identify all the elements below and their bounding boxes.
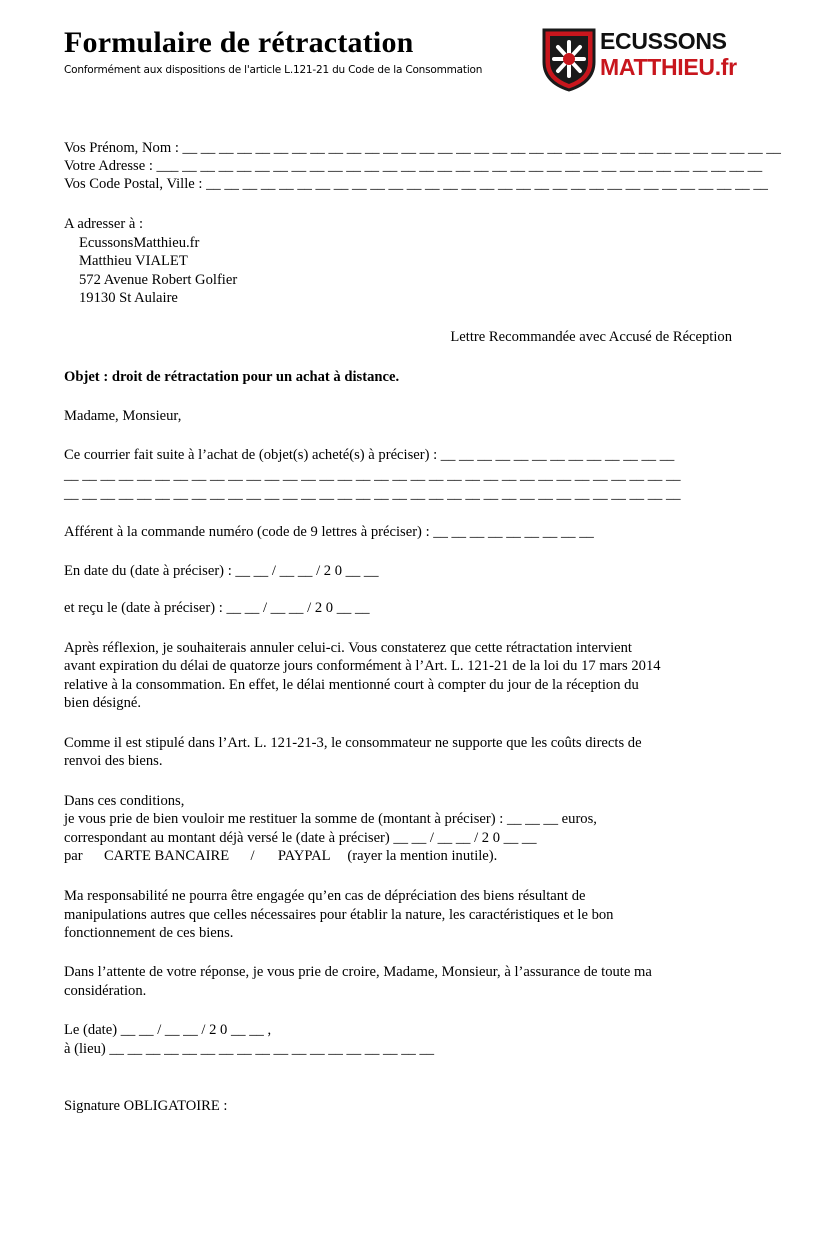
refund-amount-line: je vous prie de bien vouloir me restituer la somme de (montant à préciser) : __ __ __ euros,: [64, 811, 597, 827]
payment-prefix: par: [64, 848, 83, 864]
payment-method-line: [64, 847, 497, 865]
closing-paragraph-line: considération.: [64, 983, 147, 999]
purchase-blank-line: __ __ __ __ __ __ __ __ __ __ __ __ __ __ __ __ __ __ __ __ __ __ __ __ __ __ __ __ __ __ __ __ __ __: [64, 486, 681, 502]
signature-label: Signature OBLIGATOIRE :: [64, 1098, 228, 1114]
name-field-line: Vos Prénom, Nom : __ __ __ __ __ __ __ __ __ __ __ __ __ __ __ __ __ __ __ __ __ __ __ __ __ __ __ __ __ __ __ __ __: [64, 140, 781, 156]
refund-intro: Dans ces conditions,: [64, 793, 185, 809]
order-number-line: Afférent à la commande numéro (code de 9 lettres à préciser) : __ __ __ __ __ __ __ __ __: [64, 524, 594, 540]
recipient-line: Matthieu VIALET: [79, 253, 188, 269]
purchase-blank-line: __ __ __ __ __ __ __ __ __ __ __ __ __ __ __ __ __ __ __ __ __ __ __ __ __ __ __ __ __ __ __ __ __ __: [64, 467, 681, 483]
reflection-paragraph-line: avant expiration du délai de quatorze jours conformément à l’Art. L. 121-21 de la loi du 17 mars 2014: [64, 658, 661, 674]
liability-paragraph-line: manipulations autres que celles nécessaires pour établir la nature, les caractéristiques et le bon: [64, 907, 614, 923]
logo-text-line2: MATTHIEU.fr: [600, 54, 737, 80]
payment-note: (rayer la mention inutile).: [347, 848, 498, 864]
closing-paragraph-line: Dans l’attente de votre réponse, je vous prie de croire, Madame, Monsieur, à l’assurance de toute ma: [64, 964, 652, 980]
signature-place-line: à (lieu) __ __ __ __ __ __ __ __ __ __ __ __ __ __ __ __ __ __: [64, 1041, 435, 1057]
page-subtitle: Conformément aux dispositions de l'article L.121-21 du Code de la Consommation: [64, 64, 483, 76]
reflection-paragraph-line: relative à la consommation. En effet, le délai mentionné court à compter du jour de la réception du: [64, 677, 639, 693]
shield-logo-icon: [540, 24, 598, 92]
liability-paragraph-line: Ma responsabilité ne pourra être engagée qu’en cas de dépréciation des biens résultant de: [64, 888, 586, 904]
page-title: Formulaire de rétractation: [64, 26, 414, 59]
recipient-line: 19130 St Aulaire: [79, 290, 178, 306]
signature-date-line: Le (date) __ __ / __ __ / 2 0 __ __ ,: [64, 1022, 272, 1038]
payment-paypal-option: PAYPAL: [277, 848, 331, 864]
received-date-line: et reçu le (date à préciser) : __ __ / __ __ / 2 0 __ __: [64, 600, 370, 616]
recipient-label: A adresser à :: [64, 216, 144, 232]
refund-date-line: correspondant au montant déjà versé le (date à préciser) __ __ / __ __ / 2 0 __ __: [64, 830, 537, 846]
city-field-line: Vos Code Postal, Ville : __ __ __ __ __ __ __ __ __ __ __ __ __ __ __ __ __ __ __ __ __ __ __ __ __ __ __ __ __ __ __: [64, 176, 768, 192]
subject-line: Objet : droit de rétractation pour un achat à distance.: [64, 369, 400, 385]
reflection-paragraph-line: Après réflexion, je souhaiterais annuler celui-ci. Vous constaterez que cette rétractation intervient: [64, 640, 632, 656]
liability-paragraph-line: fonctionnement de ces biens.: [64, 925, 234, 941]
recipient-line: EcussonsMatthieu.fr: [79, 235, 200, 251]
costs-paragraph-line: renvoi des biens.: [64, 753, 163, 769]
salutation: Madame, Monsieur,: [64, 408, 182, 424]
logo-text-line1: ECUSSONS: [600, 28, 727, 54]
purchase-line: Ce courrier fait suite à l’achat de (objet(s) acheté(s) à préciser) : __ __ __ __ __ __ __ __ __ __ __ __ __: [64, 447, 675, 463]
payment-separator: /: [250, 848, 255, 864]
brand-logo: [540, 24, 760, 94]
address-field-line: Votre Adresse : ___ __ __ __ __ __ __ __ __ __ __ __ __ __ __ __ __ __ __ __ __ __ __ __ __ __ __ __ __ __ __ __ __: [64, 158, 763, 174]
recipient-line: 572 Avenue Robert Golfier: [79, 272, 238, 288]
costs-paragraph-line: Comme il est stipulé dans l’Art. L. 121-21-3, le consommateur ne supporte que les coûts directs de: [64, 735, 642, 751]
order-date-line: En date du (date à préciser) : __ __ / __ __ / 2 0 __ __: [64, 563, 379, 579]
payment-card-option: CARTE BANCAIRE: [103, 848, 230, 864]
mail-mode: Lettre Recommandée avec Accusé de Réception: [450, 329, 732, 345]
reflection-paragraph-line: bien désigné.: [64, 695, 142, 711]
